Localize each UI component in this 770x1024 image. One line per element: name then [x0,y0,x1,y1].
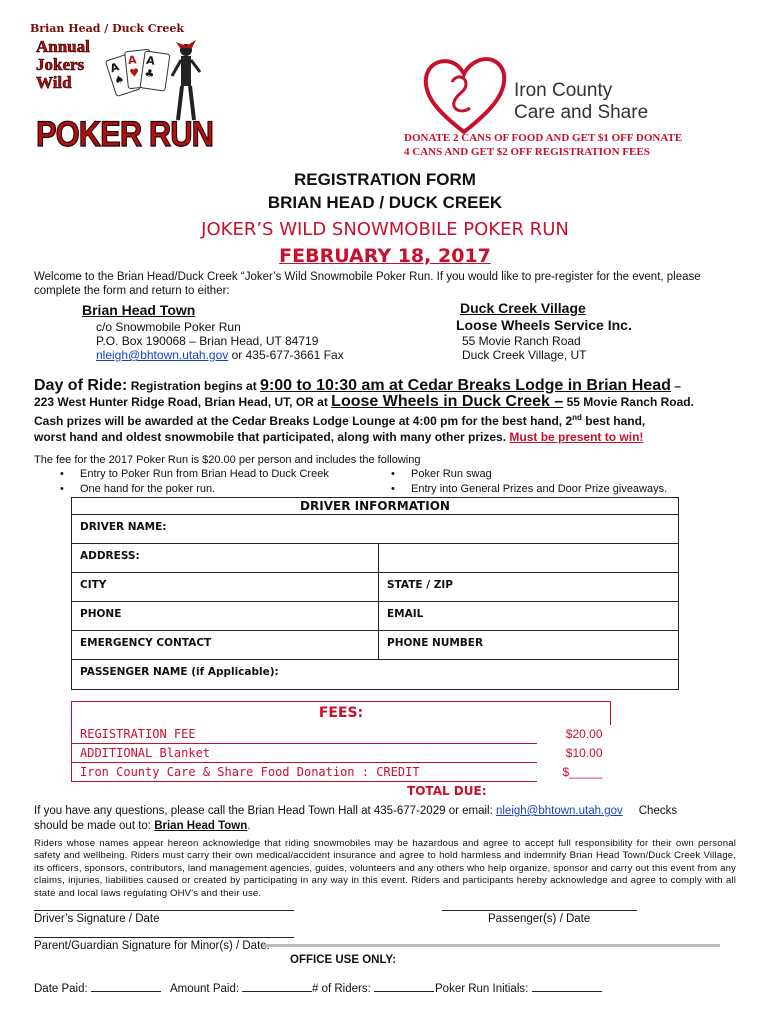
guardian-signature-line[interactable] [34,937,294,938]
fee-amount[interactable]: $10.00 [565,746,603,760]
dor-sup: nd [572,413,582,422]
address-field-2[interactable] [379,544,679,573]
dor-text4: 55 Movie Ranch Road. [563,395,694,409]
questions-email-link[interactable]: nleigh@bhtown.utah.gov [495,805,623,817]
duck-creek-company: Loose Wheels Service Inc. [456,317,632,333]
fees-table [71,701,611,801]
event-date [0,245,770,267]
include-item: • Poker Run swag [411,468,492,481]
dor-text2: – [670,379,681,393]
dor-time: 9:00 to 10:30 am at Cedar Breaks Lodge in Brian Head [260,377,671,394]
brian-head-email-link[interactable]: nleigh@bhtown.utah.gov [96,348,229,362]
event-title: JOKER’S WILD SNOWMOBILE POKER RUN [201,219,569,240]
donate-line1: DONATE 2 CANS OF FOOD AND GET $1 OFF DONATE [404,132,683,144]
dor-text6: best hand, [581,414,646,428]
checks-text: Checks [638,805,678,817]
logo-jokers: Jokers [36,55,85,74]
duck-creek-line2: Duck Creek Village, UT [462,348,587,362]
day-of-ride-label: Day of Ride: [34,377,128,394]
include-item: • One hand for the poker run. [80,483,215,496]
sponsor-name [514,80,648,124]
emergency-phone-field[interactable]: PHONE NUMBER [379,631,679,660]
state-zip-field[interactable]: STATE / ZIP [379,573,679,602]
brian-head-fax: or 435-677-3661 Fax [228,348,344,362]
driver-info-table [71,497,679,690]
duck-creek-address [462,334,587,362]
include-item: • Entry into General Prizes and Door Prize giveaways. [411,483,667,496]
include-item: • Entry to Poker Run from Brian Head to Duck Creek [80,468,329,481]
initials-label: Poker Run Initials: [435,983,532,995]
fee-text: The fee for the 2017 Poker Run is $20.00 per person and includes the following [34,454,421,466]
dor-text1: Registration begins at [130,379,261,393]
driver-info-header: DRIVER INFORMATION [72,498,679,515]
passenger-signature-label: Passenger(s) / Date [488,913,591,925]
event-date-text: FEBRUARY 18, 2017 [279,245,491,267]
logo-annual: Annual [36,37,90,56]
fee-label: Iron County Care & Share Food Donation : CREDIT [72,763,538,782]
brian-head-heading: Brian Head Town [82,302,196,318]
driver-signature-line[interactable] [34,910,294,911]
address-field[interactable]: ADDRESS: [72,544,379,573]
driver-signature-label: Driver’s Signature / Date [34,913,160,925]
must-be-present: Must be present to win! [509,430,644,444]
day-of-ride-section [34,378,734,445]
poker-run-initials [435,980,602,995]
amount-paid [170,980,312,995]
divider [262,944,720,947]
fee-amount[interactable]: $_____ [562,765,603,779]
poker-run-logo [22,18,214,155]
welcome-text: Welcome to the Brian Head/Duck Creek “Joker’s Wild Snowmobile Poker Run. If you would like to pre-register for the event, please complete the form and return to either: [34,271,701,297]
heart-logo-icon [418,52,510,138]
dor-text5: Cash prizes will be awarded at the Cedar Breaks Lodge Lounge at 4:00 pm for the best hand, 2 [34,414,573,428]
fees-header: FEES: [72,702,611,725]
logo-poker-run: POKER RUN [36,114,214,155]
form-title: REGISTRATION FORM [294,170,476,189]
initials-field[interactable] [532,980,602,992]
questions-line: If you have any questions, please call the Brian Head Town Hall at 435-677-2029 or email: [34,805,496,817]
riders-label: # of Riders: [312,983,374,995]
questions-text [34,804,734,834]
amount-paid-field[interactable] [242,980,312,992]
waiver-text: Riders whose names appear hereon acknowledge that riding snowmobiles may be hazardous and agree to accept full responsibility for their own personal safety and wellbeing. Riders must carry their own medical/accident insurance and agree to hold harmless and indemnify Brian Head Town/Duck Creek Village, its officers, sponsors, contributors, land management agencies, guides, volunteers and any others who help organize, sponsor and carry out this event from any claims, injuries, liabilities caused or created by participating in any way in this event. Riders and participants hereby acknowledge and agree to comply with all state and local laws regulating OHV's and their use. [34,838,736,899]
email-field[interactable]: EMAIL [379,602,679,631]
passenger-signature-line[interactable] [442,910,637,911]
date-paid [34,980,161,995]
logo-wild: Wild [36,73,72,92]
city-field[interactable]: CITY [72,573,379,602]
brian-head-line1: c/o Snowmobile Poker Run [96,320,241,334]
dor-text3: 223 West Hunter Ridge Road, Brian Head, UT, OR at [34,395,332,409]
donate-line2: 4 CANS AND GET $2 OFF REGISTRATION FEES [404,146,650,158]
fee-label: ADDITIONAL Blanket [72,744,538,763]
duck-creek-heading: Duck Creek Village [460,300,586,316]
fee-amount: $20.00 [565,727,603,741]
dor-loose-wheels: Loose Wheels in Duck Creek – [331,393,564,410]
brian-head-contact [96,348,344,362]
date-paid-label: Date Paid: [34,983,91,995]
playing-cards-icon: A ♠ A ♥ A ♣ [110,48,190,118]
sponsor-name-line1: Iron County [514,80,613,101]
donate-notice [404,131,682,159]
phone-field[interactable]: PHONE [72,602,379,631]
office-use-heading: OFFICE USE ONLY: [290,954,397,966]
amount-paid-label: Amount Paid: [170,983,243,995]
duck-creek-line1: 55 Movie Ranch Road [462,334,581,348]
total-due-label: TOTAL DUE: [407,784,487,799]
payee-name: Brian Head Town [154,820,248,832]
location-title: BRIAN HEAD / DUCK CREEK [267,193,503,212]
fee-label: REGISTRATION FEE [72,725,538,744]
passenger-name-field[interactable]: PASSENGER NAME (if Applicable): [72,660,679,690]
emergency-contact-field[interactable]: EMERGENCY CONTACT [72,631,379,660]
dor-text7: worst hand and oldest snowmobile that participated, along with many other prizes. [34,430,510,444]
brian-head-line2: P.O. Box 190068 – Brian Head, UT 84719 [96,334,319,348]
logo-top-line: Brian Head / Duck Creek [30,22,184,35]
date-paid-field[interactable] [91,980,161,992]
riders-count [312,980,434,995]
brian-head-address [96,320,344,362]
sponsor-name-line2: Care and Share [514,102,649,123]
driver-name-field[interactable]: DRIVER NAME: [72,515,679,544]
guardian-signature-label: Parent/Guardian Signature for Minor(s) / Date. [34,940,270,952]
riders-field[interactable] [374,980,434,992]
payee-end: . [247,820,251,832]
payee-line: should be made out to: [34,820,155,832]
